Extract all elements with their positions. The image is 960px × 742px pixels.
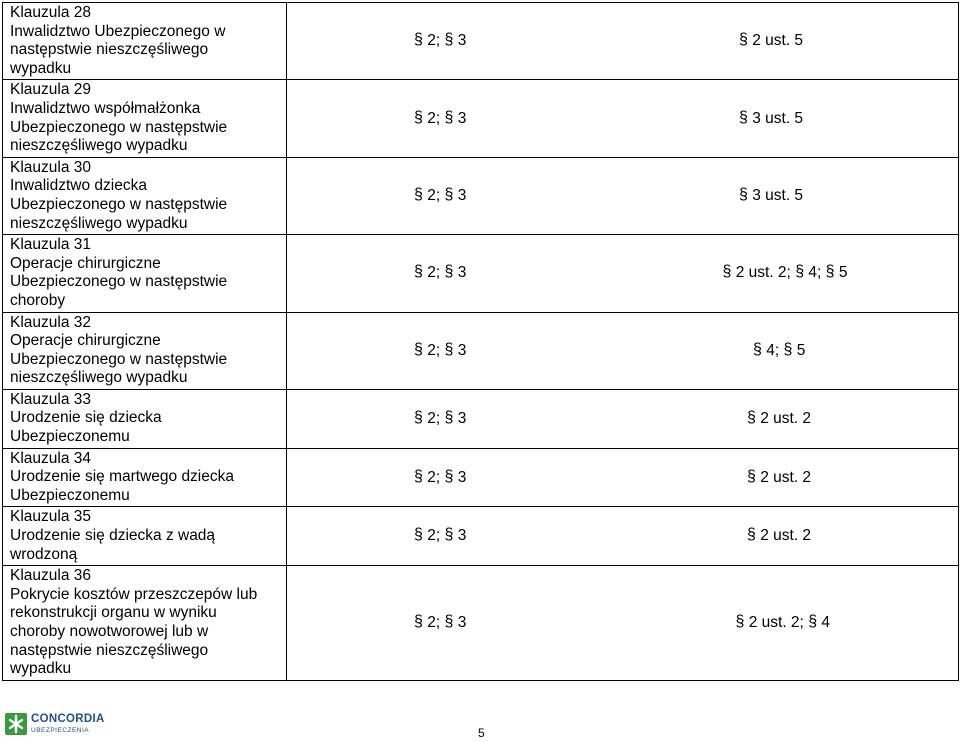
reference-value: 3 xyxy=(457,109,467,127)
section-sign: § xyxy=(444,467,454,485)
concordia-emblem-icon xyxy=(5,713,27,735)
reference-value: 2; xyxy=(427,186,441,204)
reference-value: 4; xyxy=(808,264,822,282)
reference-value: 2 ust. 2; xyxy=(735,264,791,282)
clause-description-line: rekonstrukcji organu w wyniku xyxy=(10,604,217,622)
clause-title: Klauzula 35 xyxy=(10,508,92,526)
section-sign: § xyxy=(739,108,748,126)
clause-description-line: choroby xyxy=(10,291,66,309)
clause-title: Klauzula 36 xyxy=(10,567,92,585)
clause-description-line: choroby nowotworowej lub w xyxy=(10,623,209,640)
section-sign: § xyxy=(825,263,835,281)
clause-name-cell xyxy=(3,235,287,312)
clause-row xyxy=(3,389,959,448)
reference-value: 3 ust. 5 xyxy=(752,186,804,204)
clause-description-line: Ubezpieczonego w następstwie xyxy=(10,273,228,291)
section-ref-right xyxy=(747,469,811,487)
clause-description-line: Ubezpieczonemu xyxy=(10,486,130,504)
clause-reference-cell xyxy=(287,389,959,448)
section-ref-left xyxy=(414,110,466,128)
reference-value: 3 xyxy=(457,264,467,282)
clause-description-line: Ubezpieczonego w następstwie xyxy=(10,350,228,368)
section-sign: § xyxy=(414,185,423,203)
clause-description-line: Ubezpieczonemu xyxy=(10,428,130,446)
section-ref-left xyxy=(414,264,466,282)
clause-title: Klauzula 30 xyxy=(10,158,92,176)
clause-title: Klauzula 34 xyxy=(10,449,92,467)
section-sign: § xyxy=(722,263,732,281)
clause-title: Klauzula 33 xyxy=(10,390,92,408)
reference-value: 2; xyxy=(427,527,441,545)
section-ref-right xyxy=(747,527,811,545)
section-ref-right xyxy=(723,264,848,282)
section-sign: § xyxy=(414,263,423,281)
section-sign: § xyxy=(444,526,454,544)
brand-name: CONCORDIA xyxy=(31,713,105,725)
clause-description-line: wypadku xyxy=(10,59,72,77)
clause-row xyxy=(3,312,959,389)
clauses-table xyxy=(2,2,959,681)
section-ref-left xyxy=(414,410,466,428)
clause-description-line: Urodzenie się dziecka z wadą xyxy=(10,527,216,545)
section-sign: § xyxy=(735,613,745,630)
section-sign: § xyxy=(414,31,423,49)
clause-reference-cell xyxy=(287,566,959,681)
reference-value: 3 ust. 5 xyxy=(752,109,804,127)
section-sign: § xyxy=(444,340,454,358)
reference-value: 3 xyxy=(457,409,467,427)
section-ref-left xyxy=(414,32,466,50)
section-sign: § xyxy=(795,263,805,281)
clause-reference-cell xyxy=(287,157,959,234)
reference-value: 3 xyxy=(457,341,467,359)
clause-reference-cell xyxy=(287,448,959,507)
clause-description-line: Ubezpieczonego w następstwie xyxy=(10,118,228,136)
clause-description-line: nieszczęśliwego wypadku xyxy=(10,214,188,232)
clause-name-cell xyxy=(3,312,287,389)
clause-description-line: nieszczęśliwego wypadku xyxy=(10,137,188,155)
clause-description-line: następstwie nieszczęśliwego xyxy=(10,41,209,59)
section-ref-right xyxy=(739,187,803,205)
clause-title: Klauzula 31 xyxy=(10,236,92,254)
section-sign: § xyxy=(783,340,793,358)
clause-reference-cell xyxy=(287,80,959,157)
clause-description-line: Operacje chirurgiczne xyxy=(10,254,161,272)
clause-name-cell xyxy=(3,448,287,507)
reference-value: 2; xyxy=(427,264,441,282)
reference-value: 5 xyxy=(838,264,848,282)
section-ref-left xyxy=(414,469,466,487)
section-ref-right xyxy=(736,614,831,632)
reference-value: 2 ust. 2 xyxy=(760,527,812,545)
reference-value: 3 xyxy=(457,32,467,50)
section-ref-right xyxy=(739,32,803,50)
section-sign: § xyxy=(444,613,454,630)
section-sign: § xyxy=(414,467,423,485)
reference-value: 2 ust. 2 xyxy=(760,468,812,486)
clause-reference-cell xyxy=(287,507,959,566)
clause-reference-cell xyxy=(287,3,959,80)
reference-value: 4 xyxy=(821,614,831,631)
clause-reference-cell xyxy=(287,312,959,389)
clause-row xyxy=(3,157,959,234)
clause-description-line: wrodzoną xyxy=(10,545,78,563)
clause-description-line: Urodzenie się martwego dziecka xyxy=(10,468,234,486)
reference-value: 3 xyxy=(457,614,467,631)
section-ref-right xyxy=(747,410,811,428)
clause-row xyxy=(3,566,959,681)
section-sign: § xyxy=(747,408,756,426)
clause-row xyxy=(3,507,959,566)
section-sign: § xyxy=(414,613,423,630)
clause-description-line: Urodzenie się dziecka xyxy=(10,409,162,427)
clause-title: Klauzula 29 xyxy=(10,81,92,99)
clause-name-cell xyxy=(3,507,287,566)
reference-value: 2; xyxy=(427,32,441,50)
page-number: 5 xyxy=(478,726,485,740)
section-ref-left xyxy=(414,187,466,205)
clause-description-line: Inwalidztwo dziecka xyxy=(10,177,147,195)
section-sign: § xyxy=(747,526,756,544)
clause-row xyxy=(3,3,959,80)
brand-sub: UBEZPIECZENIA xyxy=(31,727,90,734)
clause-description-line: Inwalidztwo Ubezpieczonego w xyxy=(10,22,226,40)
clause-name-cell xyxy=(3,157,287,234)
clause-description-line: wypadku xyxy=(10,660,72,678)
reference-value: 2; xyxy=(427,614,441,631)
reference-value: 2; xyxy=(427,341,441,359)
clause-description-line: następstwie nieszczęśliwego xyxy=(10,641,209,659)
clause-reference-cell xyxy=(287,235,959,312)
section-sign: § xyxy=(747,467,756,485)
clause-row xyxy=(3,80,959,157)
section-ref-right xyxy=(753,342,805,360)
concordia-logo xyxy=(5,713,105,735)
clause-description-line: Inwalidztwo współmałżonka xyxy=(10,99,201,117)
section-sign: § xyxy=(444,185,454,203)
clause-row xyxy=(3,235,959,312)
section-sign: § xyxy=(808,613,818,630)
section-sign: § xyxy=(753,340,762,358)
clause-description-line: Operacje chirurgiczne xyxy=(10,332,161,350)
section-ref-left xyxy=(414,527,466,545)
section-sign: § xyxy=(414,108,423,126)
section-sign: § xyxy=(444,31,454,49)
clause-description-line: Pokrycie kosztów przeszczepów lub xyxy=(10,585,258,603)
reference-value: 2; xyxy=(427,468,441,486)
section-ref-left xyxy=(414,614,466,632)
clause-name-cell xyxy=(3,3,287,80)
reference-value: 2; xyxy=(427,409,441,427)
reference-value: 2 ust. 5 xyxy=(752,32,804,50)
section-sign: § xyxy=(414,526,423,544)
section-sign: § xyxy=(414,408,423,426)
section-ref-right xyxy=(739,110,803,128)
clause-title: Klauzula 28 xyxy=(10,4,92,21)
section-sign: § xyxy=(739,185,748,203)
clause-row xyxy=(3,448,959,507)
clause-description-line: Ubezpieczonego w następstwie xyxy=(10,195,228,213)
clause-name-cell xyxy=(3,389,287,448)
clause-name-cell xyxy=(3,566,287,681)
reference-value: 2 ust. 2 xyxy=(760,409,812,427)
reference-value: 3 xyxy=(457,186,467,204)
section-sign: § xyxy=(444,263,454,281)
reference-value: 5 xyxy=(796,341,806,359)
section-sign: § xyxy=(414,340,423,358)
clause-name-cell xyxy=(3,80,287,157)
section-sign: § xyxy=(739,31,748,49)
clause-title: Klauzula 32 xyxy=(10,313,92,331)
section-sign: § xyxy=(444,108,454,126)
reference-value: 2; xyxy=(427,109,441,127)
reference-value: 4; xyxy=(766,341,780,359)
reference-value: 3 xyxy=(457,527,467,545)
section-ref-left xyxy=(414,342,466,360)
clause-description-line: nieszczęśliwego wypadku xyxy=(10,369,188,387)
reference-value: 3 xyxy=(457,468,467,486)
reference-value: 2 ust. 2; xyxy=(748,614,804,631)
section-sign: § xyxy=(444,408,454,426)
